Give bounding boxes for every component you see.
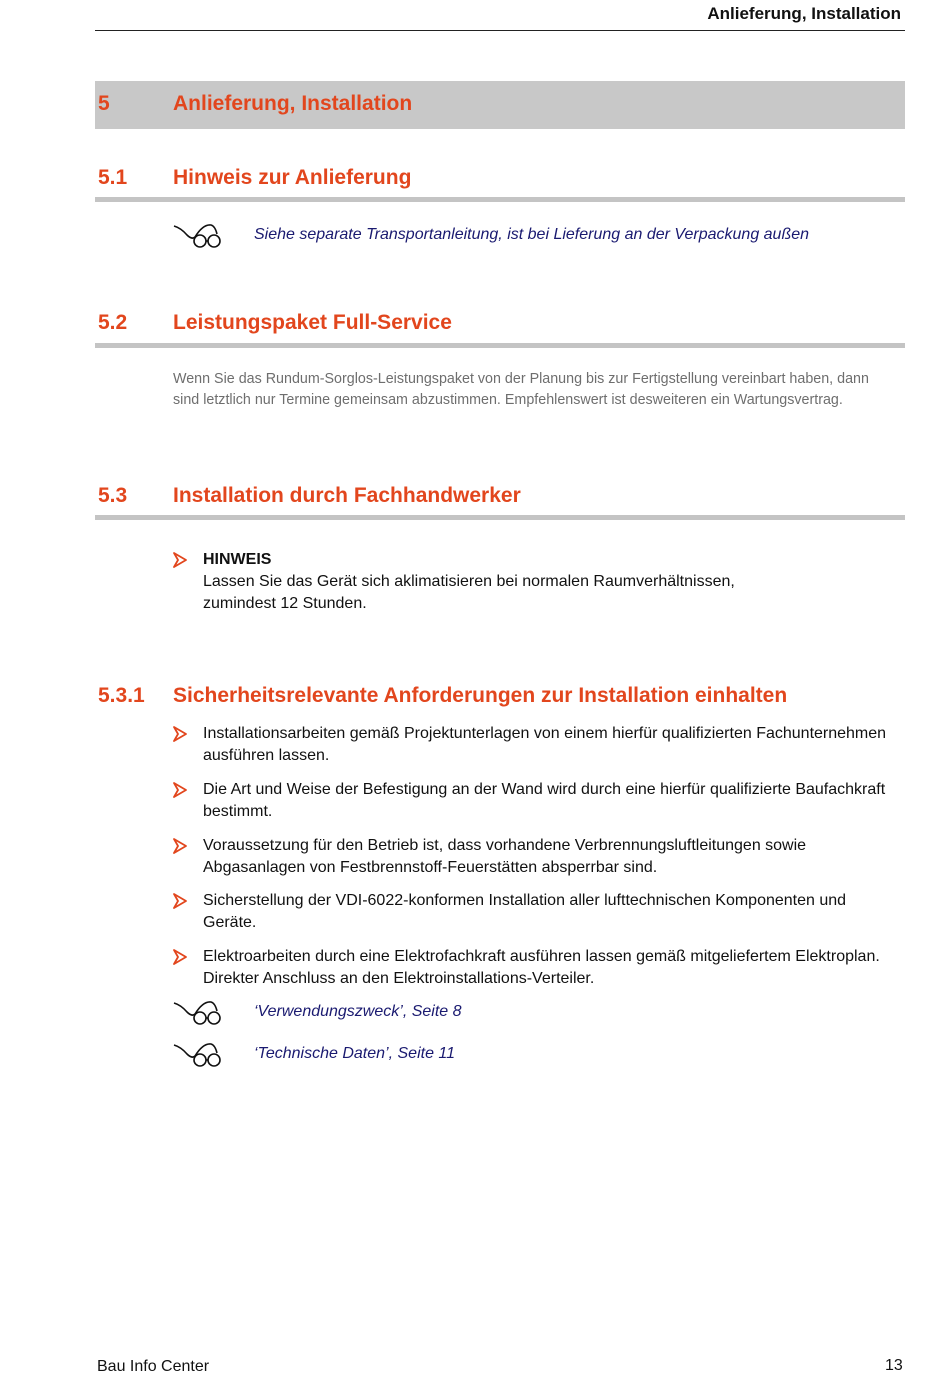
hinweis-label: HINWEIS [203, 551, 272, 568]
chapter-number: 5 [98, 92, 110, 115]
section-number-5-3: 5.3 [98, 484, 128, 507]
reference-row[interactable] [173, 999, 873, 1029]
glasses-icon [173, 999, 223, 1027]
reference-row [173, 222, 873, 252]
section-title-5-3-1: Sicherheitsrelevante Anforderungen zur Installation einhalten [173, 684, 788, 707]
arrow-bullet-icon [173, 726, 187, 742]
section-number-5-1: 5.1 [98, 166, 128, 189]
list-item [173, 779, 903, 825]
list-item-text: Installationsarbeiten gemäß Projektunterlagen von einem hierfür qualifizierten Fachunternehmen ausführen lassen. [203, 725, 887, 764]
list-item [173, 890, 903, 936]
section-paragraph: Wenn Sie das Rundum-Sorglos-Leistungspaket von der Planung bis zur Fertigstellung vereinbart haben, dann sind letztlich nur Termine gemeinsam abzustimmen. Empfehlenswert ist desweiteren ein Wartungsvertrag. [173, 371, 869, 408]
chapter-heading-band [95, 81, 905, 129]
reference-row[interactable] [173, 1041, 873, 1071]
arrow-bullet-icon [173, 893, 187, 909]
chapter-title: Anlieferung, Installation [173, 92, 413, 115]
cross-reference-title[interactable]: ‘Verwendungszweck’ [254, 1003, 403, 1020]
section-title-5-3: Installation durch Fachhandwerker [173, 484, 521, 507]
section-title-5-1: Hinweis zur Anlieferung [173, 166, 412, 189]
section-rule [95, 515, 905, 520]
reference-text: Siehe separate Transportanleitung, ist bei Lieferung an der Verpackung außen [254, 226, 810, 243]
glasses-icon [173, 1041, 223, 1069]
section-number-5-3-1: 5.3.1 [98, 684, 145, 707]
list-item [173, 835, 903, 881]
list-item [173, 946, 903, 992]
arrow-bullet-icon [173, 949, 187, 965]
hinweis-body [203, 549, 903, 615]
section-number-5-2: 5.2 [98, 311, 128, 334]
list-item-text: Voraussetzung für den Betrieb ist, dass vorhandene Verbrennungsluftleitungen sowie Abgasanlagen von Festbrennstoff-Feuerstätten absperrbar sind. [203, 837, 807, 876]
hinweis-note [173, 549, 903, 619]
glasses-icon [173, 222, 223, 250]
cross-reference-page: , Seite 11 [388, 1045, 456, 1062]
list-item-text: Elektroarbeiten durch eine Elektrofachkraft ausführen lassen gemäß mitgeliefertem Elektroplan. Direkter Anschluss an den Elektroinstallations-Verteiler. [203, 948, 880, 987]
section-rule [95, 343, 905, 348]
arrow-bullet-icon [173, 552, 187, 568]
list-item [173, 723, 903, 769]
arrow-bullet-icon [173, 838, 187, 854]
page-number: 13 [885, 1357, 903, 1374]
cross-reference-page: , Seite 8 [402, 1003, 462, 1020]
cross-reference-title[interactable]: ‘Technische Daten’ [254, 1045, 389, 1062]
section-title-5-2: Leistungspaket Full-Service [173, 311, 452, 334]
cross-reference-link[interactable] [254, 1003, 462, 1021]
running-header-title: Anlieferung, Installation [707, 4, 901, 23]
list-item-text: Die Art und Weise der Befestigung an der Wand wird durch eine hierfür qualifizierte Baufachkraft bestimmt. [203, 781, 886, 820]
arrow-bullet-icon [173, 782, 187, 798]
list-item-text: Sicherstellung der VDI-6022-konformen Installation aller lufttechnischen Komponenten und Geräte. [203, 892, 847, 931]
cross-reference-link[interactable] [254, 1045, 455, 1063]
running-header [95, 0, 905, 31]
footer-publisher: Bau Info Center [97, 1358, 210, 1375]
hinweis-text: Lassen Sie das Gerät sich aklimatisieren bei normalen Raumverhältnissen, zumindest 12 Stunden. [203, 573, 735, 612]
section-rule [95, 197, 905, 202]
